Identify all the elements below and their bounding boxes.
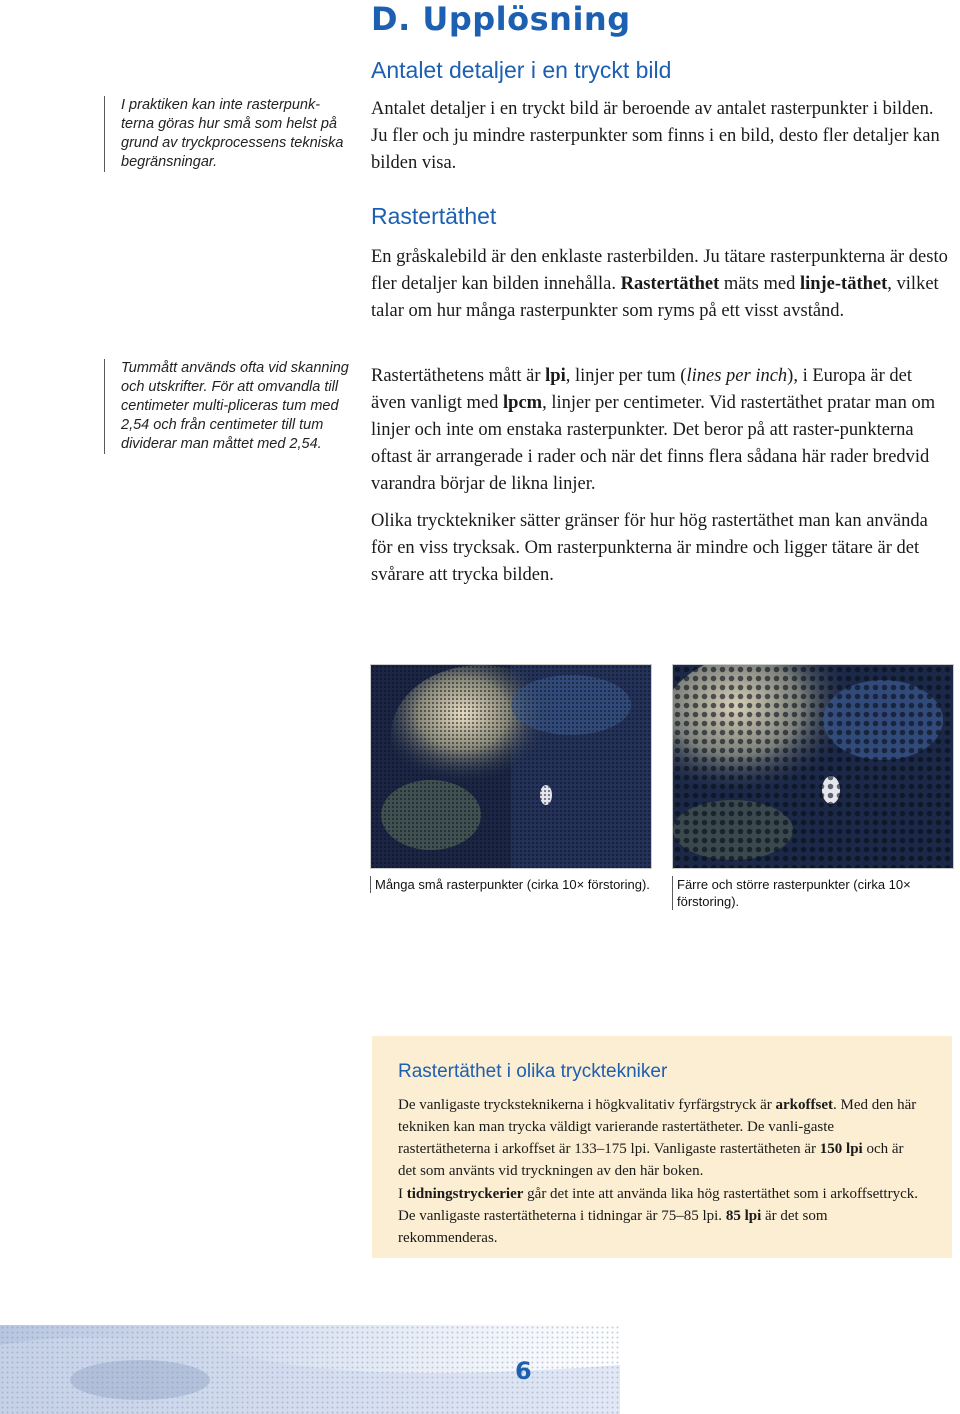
page-number: 6 — [515, 1357, 532, 1385]
info-box — [372, 1036, 952, 1258]
sidenote-resolution: I praktiken kan inte rasterpunk-terna göras hur små som helst på grund av tryckprocessens tekniska begränsningar. — [104, 96, 353, 172]
section-heading-screen-density: Rastertäthet — [371, 203, 497, 229]
page-title: D. Upplösning — [371, 0, 631, 38]
info-box-heading: Rastertäthet i olika trycktekniker — [398, 1061, 668, 1082]
paragraph-density-1: En gråskalebild är den enklaste rasterbilden. Ju tätare rasterpunkterna är desto fler detaljer kan bilden innehålla. Rastertäthet mäts med linje-täthet, vilket talar om hur många rasterpunkter som ryms på ett visst avstånd. — [371, 247, 948, 321]
info-box-paragraph-2: I tidningstryckerier går det inte att använda lika hög rastertäthet som i arkoffsettryck. De vanligaste rastertätheterna i tidningar är 75–85 lpi. 85 lpi är det som rekommenderas. — [398, 1186, 918, 1246]
caption-coarse: Färre och större rasterpunkter (cirka 10× förstoring). — [672, 876, 957, 910]
paragraph-details: Antalet detaljer i en tryckt bild är beroende av antalet rasterpunkter i bilden. Ju fler och ju mindre rasterpunkter som finns i en bild, desto fler detaljer kan bilden visa. — [371, 99, 940, 173]
halftone-photo-coarse — [672, 664, 954, 869]
caption-fine: Många små rasterpunkter (cirka 10× förstoring). — [370, 876, 655, 893]
halftone-photo-fine — [370, 664, 652, 869]
info-box-paragraph-1: De vanligaste trycksteknikerna i högkvalitativ fyrfärgstryck är arkoffset. Med den här tekniken kan man trycka väldigt varierande rastertätheter. De vanli-gaste rastertätheterna i arkoffset är 133–175 lpi. Vanligaste rastertätheten är 150 lpi och är det som använts vid tryckningen av den här boken. — [398, 1097, 917, 1179]
paragraph-density-2: Rastertäthetens mått är lpi, linjer per tum (lines per inch), i Europa är det även vanligt med lpcm, linjer per centimeter. Vid rastertäthet pratar man om linjer och inte om enstaka rasterpunkter. Det beror på att raster-punkterna oftast är arrangerade i rader och när det finns flera sådana här rader bredvid varandra börjar de likna linjer. — [371, 366, 936, 494]
section-heading-details: Antalet detaljer i en tryckt bild — [371, 57, 672, 83]
paragraph-density-3: Olika trycktekniker sätter gränser för hur hög rastertäthet man kan använda för en viss trycksak. Om rasterpunkterna är mindre och ligger tätare är det svårare att trycka bilden. — [371, 511, 928, 585]
sidenote-inch-conversion: Tummått används ofta vid skanning och utskrifter. För att omvandla till centimeter multi-pliceras tum med 2,54 och från centimeter till tum dividerar man måttet med 2,54. — [104, 359, 353, 454]
